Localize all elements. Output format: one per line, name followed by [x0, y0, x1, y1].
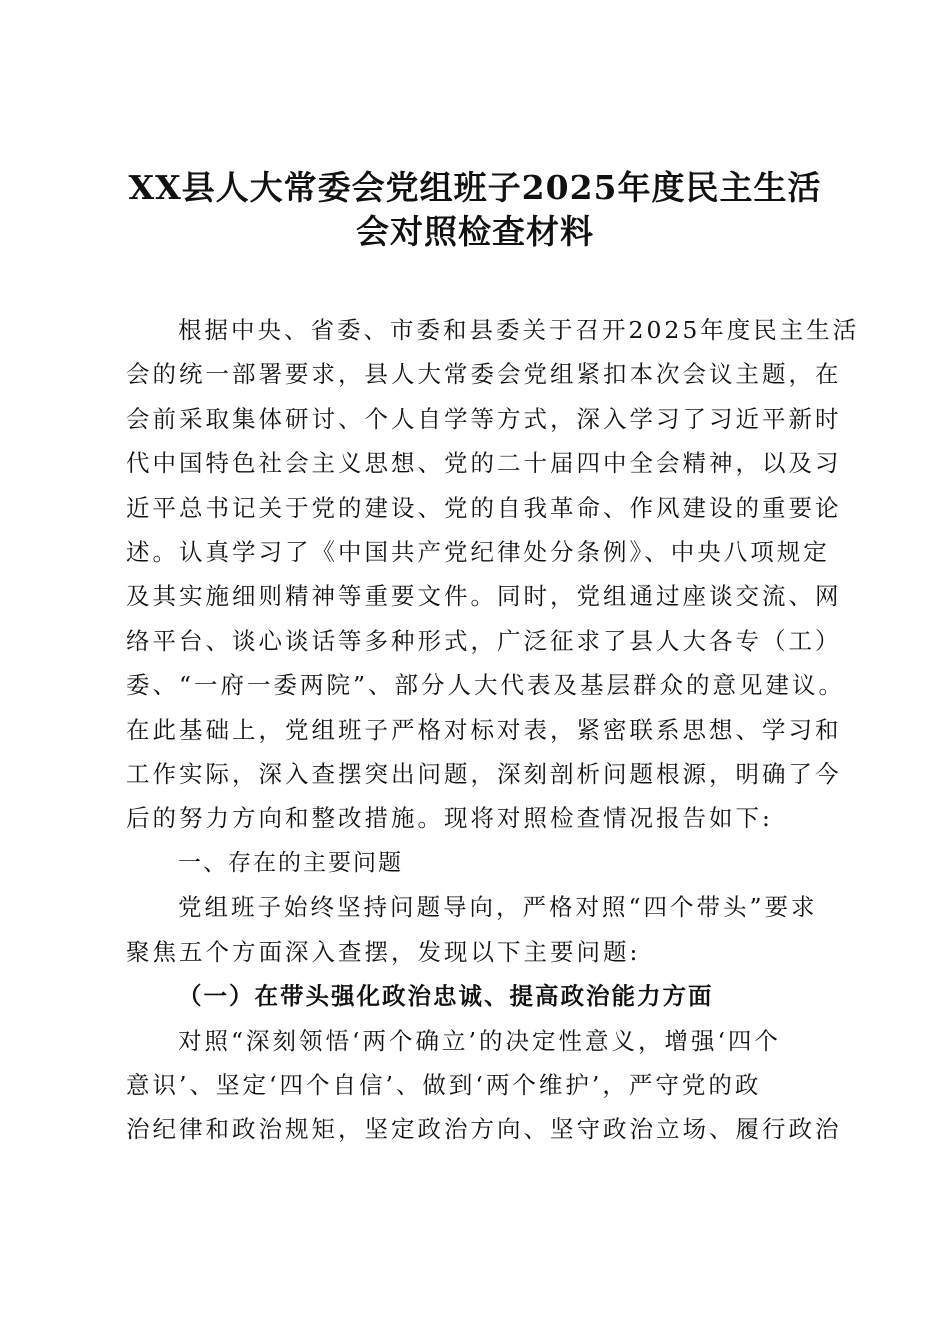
paragraph-line: 党组班子始终坚持问题导向，严格对照“四个带头”要求 — [178, 893, 818, 922]
section-heading-2 — [126, 974, 830, 1018]
paragraph-line: 聚焦五个方面深入查摆，发现以下主要问题: — [126, 937, 641, 966]
document-body — [126, 308, 860, 1152]
paragraph-line: 意识’、坚定‘四个自信’、做到‘两个维护’，严守党的政 — [126, 1070, 762, 1099]
problems-intro-paragraph — [126, 885, 830, 974]
paragraph-line: 治纪律和政治规矩，坚定政治方向、坚守政治立场、履行政治 — [126, 1115, 842, 1144]
intro-line: 述。认真学习了《中国共产党纪律处分条例》、中央八项规定 — [126, 538, 830, 567]
intro-paragraph — [126, 308, 860, 841]
intro-line: 在此基础上，党组班子严格对标对表，紧密联系思想、学习和 — [126, 715, 842, 744]
paragraph-line: 对照“深刻领悟‘两个确立’的决定性意义，增强‘四个 — [178, 1026, 781, 1055]
intro-line: 工作实际，深入查摆突出问题，深刻剖析问题根源，明确了今 — [126, 760, 842, 789]
intro-line: 根据中央、省委、市委和县委关于召开2025年度民主生活 — [178, 316, 860, 344]
section-heading-1 — [126, 841, 830, 885]
intro-line: 及其实施细则精神等重要文件。同时，党组通过座谈交流、网 — [126, 582, 842, 611]
intro-line: 络平台、谈心谈话等多种形式，广泛征求了县人大各专（工） — [126, 626, 842, 655]
title-line-1: XX县人大常委会党组班子2025年度民主生活 — [128, 168, 822, 207]
heading-2-text: （一）在带头强化政治忠诚、提高政治能力方面 — [178, 982, 714, 1011]
political-loyalty-paragraph — [126, 1019, 842, 1152]
intro-line: 委、“一府一委两院”、部分人大代表及基层群众的意见建议。 — [126, 671, 846, 700]
intro-line: 会的统一部署要求，县人大常委会党组紧扣本次会议主题，在 — [126, 360, 842, 389]
intro-line: 会前采取集体研讨、个人自学等方式，深入学习了习近平新时 — [126, 404, 842, 433]
title-line-2: 会对照检查材料 — [356, 212, 594, 251]
intro-line: 近平总书记关于党的建设、党的自我革命、作风建设的重要论 — [126, 493, 842, 522]
intro-line: 代中国特色社会主义思想、党的二十届四中全会精神，以及习 — [126, 449, 842, 478]
intro-line: 后的努力方向和整改措施。现将对照检查情况报告如下: — [126, 804, 773, 833]
heading-1-text: 一、存在的主要问题 — [178, 849, 403, 876]
document-title — [110, 166, 840, 254]
